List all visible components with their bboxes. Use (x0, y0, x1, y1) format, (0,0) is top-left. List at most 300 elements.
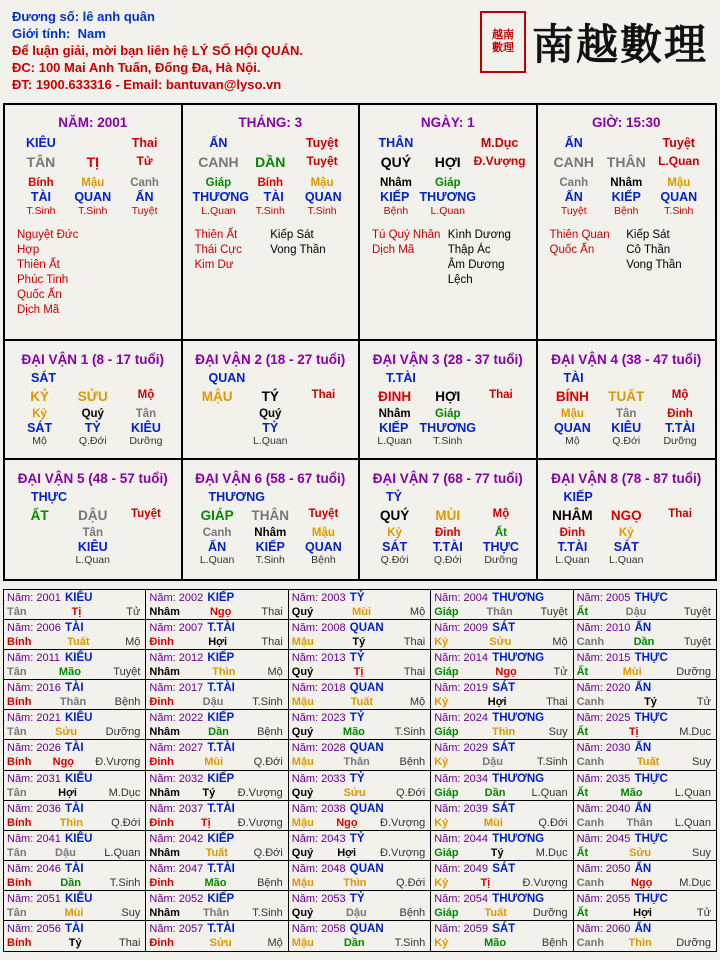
dai-van-main (360, 508, 536, 523)
year-branch: Dần (343, 936, 365, 949)
year-stage: L.Quan (674, 816, 711, 829)
year-stage: Dưỡng (105, 726, 141, 739)
year-branch: Tị (628, 726, 639, 739)
year-bottom (7, 605, 142, 619)
dai-van-stem-branch: TÝ (261, 389, 279, 404)
year-branch: Hợi (487, 696, 507, 709)
year-branch: Ngọ (495, 666, 517, 679)
year-branch: Mùi (64, 906, 84, 919)
pillar-stars (538, 228, 716, 273)
year-bottom (7, 635, 142, 649)
year-stem: Nhâm (149, 846, 180, 859)
hidden-stage: T.Sinh (78, 205, 108, 217)
year-label: Năm: 2046 (7, 862, 61, 875)
year-label: Năm: 2021 (7, 712, 61, 725)
year-top (577, 591, 713, 605)
hidden-stem (653, 527, 707, 541)
dai-van-stem-branch: NHÂM (552, 508, 593, 523)
hidden-star: QUAN (554, 420, 591, 435)
gender-line (12, 25, 303, 42)
year-top (149, 772, 284, 786)
year-stem: Quý (291, 726, 314, 739)
year-cell (4, 891, 146, 921)
year-cell (289, 650, 431, 680)
year-label: Năm: 2012 (149, 652, 204, 665)
hidden-stage: L.Quan (75, 554, 110, 566)
year-cell (289, 590, 431, 620)
hidden-stage: L.Quan (609, 554, 644, 566)
hidden-stem: Ất (494, 527, 507, 539)
year-star: KIÊU (65, 652, 93, 665)
year-cell (4, 650, 146, 680)
year-cell (289, 861, 431, 891)
hidden-stem: Mậu (560, 408, 584, 420)
pillar-top-star (244, 136, 296, 150)
year-bottom (149, 635, 284, 649)
dai-van-stage: Tuyệt (131, 508, 161, 520)
hidden-stage: L.Quan (199, 554, 235, 566)
owner-name: Đương số: lê anh quân (12, 9, 155, 24)
year-top (149, 651, 284, 665)
year-branch: Tị (200, 816, 211, 829)
year-stem: Quý (291, 606, 314, 618)
year-bottom (292, 635, 427, 649)
pillar-title: NGÀY: 1 (420, 115, 475, 130)
year-top (149, 681, 284, 695)
year-stem: Kỷ (434, 936, 449, 949)
pillar-title: THÁNG: 3 (238, 115, 303, 130)
year-star: T.TÀI (207, 922, 235, 935)
year-cell (146, 831, 288, 861)
pillar-top-star: ẤN (209, 136, 228, 150)
hidden-stage: Q.Đới (380, 554, 409, 566)
year-branch: Hợi (633, 906, 652, 919)
year-label: Năm: 2028 (291, 742, 346, 755)
year-branch: Tý (202, 786, 216, 799)
hidden-stage: T.Sinh (255, 205, 285, 217)
year-stem: Đinh (149, 816, 174, 829)
dai-van-grid (3, 339, 717, 581)
year-top (577, 621, 713, 635)
year-bottom (7, 906, 142, 920)
year-label: Năm: 2018 (291, 682, 346, 695)
year-stage: Thai (261, 606, 283, 618)
year-branch: Thìn (59, 816, 83, 829)
star-bad: Kiếp Sát (270, 229, 314, 241)
dai-van-hidden-stages (538, 554, 716, 568)
dai-van-hidden (360, 408, 536, 422)
star-bad: Âm Dương Lệch (447, 259, 505, 286)
pillar-stem-branch: THÂN (606, 154, 646, 170)
year-star: THƯƠNG (492, 652, 545, 665)
year-label: Năm: 2013 (291, 652, 346, 665)
year-top (434, 621, 569, 635)
year-stem: Canh (576, 816, 605, 829)
year-cell (431, 740, 573, 770)
year-star: THƯƠNG (492, 592, 545, 604)
year-branch: Hợi (208, 636, 228, 649)
dai-van-hidden-stages (5, 554, 181, 568)
year-stage: Q.Đới (253, 846, 283, 859)
star-bad: Vong Thần (626, 259, 682, 271)
year-bottom (434, 936, 569, 950)
hidden-star: THỰC (482, 539, 519, 554)
year-branch: Tý (352, 636, 366, 649)
year-stem: Ất (576, 846, 589, 859)
year-bottom (577, 936, 713, 950)
pillar-hidden-stars (5, 190, 181, 204)
dai-van-hidden-stars (183, 541, 359, 555)
year-label: Năm: 2042 (149, 832, 204, 845)
year-stage: Tuyệt (683, 606, 711, 618)
year-stem: Bính (7, 816, 32, 829)
star-good: Quốc Ấn (17, 289, 62, 301)
year-stage: L.Quan (531, 786, 568, 799)
year-branch: Ngọ (336, 816, 358, 829)
year-bottom (292, 725, 427, 739)
seal-stamp: 越南 數理 (480, 11, 526, 73)
year-stage: Dưỡng (532, 906, 568, 919)
year-cell (574, 620, 716, 650)
year-stage: T.Sinh (394, 936, 426, 949)
hidden-star: KIÊU (611, 420, 642, 435)
star-bad: Cô Thần (626, 244, 671, 256)
year-bottom (292, 876, 427, 890)
hidden-stem: Mậu (310, 177, 334, 189)
dai-van-stem-branch: HỢI (435, 389, 461, 404)
year-branch: Tý (490, 846, 504, 859)
hidden-stem: Giáp (434, 408, 461, 420)
year-label: Năm: 2031 (7, 772, 61, 785)
dai-van-hidden-stages (5, 435, 181, 449)
year-star: KIÊU (65, 832, 93, 845)
hidden-stem (474, 408, 527, 422)
year-branch: Thân (202, 906, 230, 919)
year-bottom (577, 695, 713, 709)
year-bottom (577, 725, 713, 739)
pillar-top-star: Thai (131, 136, 158, 150)
year-branch: Dần (60, 876, 82, 889)
year-top (149, 591, 284, 605)
year-label: Năm: 2038 (291, 802, 346, 815)
year-star: TÀI (65, 682, 84, 695)
year-top (577, 681, 713, 695)
year-stage: Bệnh (114, 696, 141, 709)
year-stem: Giáp (434, 606, 459, 618)
year-cell (431, 831, 573, 861)
year-cell (431, 801, 573, 831)
year-stage: T.Sinh (394, 726, 426, 739)
year-star: KIẾP (207, 892, 235, 905)
year-stage: Mộ (409, 606, 426, 618)
pillar-top-star: THÂN (378, 136, 414, 150)
hidden-star: QUAN (304, 190, 342, 204)
year-branch: Thân (343, 756, 370, 769)
year-stem: Canh (576, 876, 605, 889)
year-top (434, 772, 569, 786)
year-stage: Q.Đới (253, 756, 283, 769)
year-branch: Mùi (352, 606, 372, 618)
dai-van-cell (360, 341, 538, 460)
hidden-stage (474, 204, 526, 218)
year-star: TÀI (65, 742, 84, 755)
hidden-stem: Nhâm (379, 177, 412, 189)
pillar-top-star: ẤN (564, 136, 583, 150)
year-top (434, 681, 569, 695)
dai-van-star: TÀI (563, 371, 584, 385)
dai-van-cell (538, 460, 716, 579)
year-cell (289, 831, 431, 861)
year-branch: Tuất (350, 696, 374, 709)
dai-van-main (183, 508, 359, 523)
hidden-star (476, 190, 526, 204)
hidden-stage: Bệnh (311, 554, 336, 566)
year-top (577, 832, 713, 846)
dai-van-main (5, 508, 181, 523)
year-bottom (149, 906, 284, 920)
year-branch: Tý (644, 696, 657, 709)
year-star: QUAN (349, 862, 384, 875)
dai-van-stem-branch: ĐINH (378, 389, 412, 404)
year-bottom (7, 755, 142, 769)
year-bottom (7, 816, 142, 830)
dai-van-title: ĐẠI VẬN 4 (38 - 47 tuổi) (551, 352, 702, 367)
pillar-main-row (538, 154, 716, 170)
year-label: Năm: 2005 (576, 592, 631, 604)
year-bottom (149, 816, 284, 830)
year-branch: Thìn (628, 936, 652, 949)
year-label: Năm: 2034 (434, 772, 488, 785)
year-bottom (7, 786, 142, 800)
pillar-stars (183, 228, 359, 273)
hidden-star: TỶ (84, 420, 101, 435)
dai-van-stem-branch: KỶ (30, 389, 49, 404)
hidden-stem: Bính (28, 177, 54, 189)
year-cell (289, 801, 431, 831)
year-star: SÁT (492, 742, 516, 755)
hidden-star: SÁT (27, 420, 53, 435)
year-bottom (577, 846, 713, 860)
dai-van-hidden-stars (5, 541, 181, 555)
hidden-star: KIẾP (380, 190, 410, 204)
year-stem: Tân (7, 846, 27, 859)
hidden-stem: Canh (202, 527, 232, 539)
year-stem: Ất (576, 606, 589, 618)
year-label: Năm: 2002 (149, 592, 204, 604)
year-label: Năm: 2053 (291, 892, 346, 905)
year-cell (146, 771, 288, 801)
year-label: Năm: 2043 (291, 832, 346, 845)
year-star: T.TÀI (207, 802, 235, 815)
year-top (292, 892, 427, 906)
year-stem: Ất (576, 666, 589, 679)
star-good: Thiên Ất (17, 259, 60, 271)
year-stage: Q.Đới (395, 786, 426, 799)
year-bottom (292, 605, 427, 619)
year-star: KIẾP (207, 712, 235, 725)
dai-van-stem-branch: THÂN (251, 508, 289, 523)
year-cell (4, 801, 146, 831)
dai-van-title: ĐẠI VẬN 7 (68 - 77 tuổi) (372, 471, 523, 486)
year-star: ẤN (634, 742, 652, 755)
year-bottom (149, 876, 284, 890)
year-cell (431, 921, 573, 951)
year-top (7, 711, 142, 725)
year-bottom (149, 605, 284, 619)
pillar-hidden-stars (360, 190, 536, 204)
year-label: Năm: 2029 (434, 742, 488, 755)
year-bottom (292, 846, 427, 860)
year-stem: Mậu (291, 696, 314, 709)
year-stem: Mậu (291, 816, 314, 829)
year-star: TỶ (349, 832, 365, 845)
year-label: Năm: 2010 (576, 622, 631, 635)
year-stem: Quý (291, 906, 314, 919)
year-bottom (292, 906, 427, 920)
year-top (577, 862, 713, 876)
pillar-hidden-stages (5, 204, 181, 218)
year-branch: Dần (208, 726, 229, 739)
year-branch: Mão (484, 936, 507, 949)
year-stage: Tuyệt (683, 636, 711, 649)
year-branch: Hợi (58, 786, 77, 799)
year-stem: Ất (576, 906, 589, 919)
year-branch: Tị (71, 606, 82, 618)
year-stage: Đ.Vượng (95, 756, 141, 769)
year-branch: Mùi (483, 816, 503, 829)
year-cell (146, 891, 288, 921)
year-label: Năm: 2020 (576, 682, 631, 695)
year-star: TỶ (349, 652, 365, 665)
year-cell (146, 680, 288, 710)
year-stem: Canh (576, 756, 605, 769)
year-cell (431, 620, 573, 650)
dai-van-star: TỶ (386, 490, 402, 504)
hidden-stem: Canh (559, 177, 589, 189)
dai-van-stem-branch: SỬU (77, 389, 108, 404)
year-branch: Dậu (202, 696, 224, 709)
hidden-star: KIẾP (379, 420, 409, 435)
star-good: Quốc Ấn (549, 244, 595, 256)
contact-address: ĐC: 100 Mai Anh Tuấn, Đống Đa, Hà Nội. (12, 60, 261, 75)
year-star: SÁT (492, 682, 516, 695)
dai-van-hidden (183, 527, 359, 541)
year-cell (146, 801, 288, 831)
year-bottom (149, 936, 284, 950)
year-cell (4, 831, 146, 861)
year-branch: Thìn (343, 876, 367, 889)
hidden-star (13, 541, 66, 555)
year-stage: T.Sinh (252, 906, 283, 919)
pillar-top-star (67, 136, 119, 150)
pillar-top-star: M.Dục (480, 136, 519, 150)
year-star: T.TÀI (207, 862, 235, 875)
dai-van-stage: Tuyệt (308, 508, 339, 520)
year-top (292, 772, 427, 786)
year-star: KIÊU (65, 772, 93, 785)
year-label: Năm: 2050 (576, 862, 631, 875)
dai-van-title: ĐẠI VẬN 3 (28 - 37 tuổi) (372, 352, 523, 367)
year-bottom (292, 786, 427, 800)
year-star: T.TÀI (207, 742, 235, 755)
year-star: T.TÀI (207, 682, 235, 695)
dai-van-hidden-stars (538, 422, 716, 436)
hidden-star: QUAN (660, 190, 698, 204)
stars-left (17, 228, 93, 318)
dai-van-main (183, 389, 359, 404)
year-cell (431, 590, 573, 620)
hidden-stage: L.Quan (377, 435, 412, 447)
year-star: SÁT (492, 622, 516, 635)
hidden-stage (119, 554, 172, 568)
year-star: THƯƠNG (492, 892, 545, 905)
hidden-star: SÁT (613, 539, 639, 554)
hidden-stage: Dưỡng (663, 435, 697, 447)
stars-right (270, 228, 346, 273)
year-stem: Nhâm (149, 786, 180, 799)
year-stage: Mộ (125, 636, 141, 649)
year-stage: Đ.Vượng (237, 786, 283, 799)
dai-van-hidden-stages (360, 554, 536, 568)
year-cell (146, 710, 288, 740)
pillar-hidden-stems (183, 176, 359, 190)
dai-van-stem-branch: MÙI (435, 508, 461, 523)
dai-van-stem-branch: DẬU (78, 508, 108, 523)
year-stage: Tuyệt (113, 666, 141, 679)
year-top (7, 832, 142, 846)
year-top (434, 802, 569, 816)
year-stage: Q.Đới (395, 876, 426, 889)
dai-van-cell (5, 460, 183, 579)
gender-value: Nam (77, 26, 106, 41)
year-cell (574, 921, 716, 951)
year-star: TÀI (65, 922, 84, 935)
year-cell (574, 710, 716, 740)
year-stage: M.Dục (679, 726, 711, 739)
year-stem: Quý (291, 786, 314, 799)
year-star: THỰC (634, 652, 668, 665)
year-stage: Bệnh (399, 756, 426, 769)
pillar-main-row (183, 154, 359, 170)
year-cell (4, 620, 146, 650)
year-bottom (577, 906, 713, 920)
year-stage: Mộ (552, 636, 568, 649)
hidden-stage: L.Quan (430, 205, 465, 217)
year-cell (289, 771, 431, 801)
pillar-top-row (538, 136, 716, 150)
year-star: ẤN (634, 862, 652, 875)
pillar-stem-branch: DẦN (255, 154, 286, 170)
year-top (434, 651, 569, 665)
star-good: Dịch Mã (372, 244, 415, 256)
hidden-star: ẤN (208, 539, 227, 554)
year-bottom (149, 695, 284, 709)
star-good: Phúc Tinh (17, 274, 69, 286)
year-label: Năm: 2055 (576, 892, 631, 905)
year-stem: Bính (7, 636, 32, 649)
dai-van-hidden-stages (183, 435, 359, 449)
year-cell (574, 861, 716, 891)
year-top (434, 711, 569, 725)
year-cell (574, 891, 716, 921)
year-stage: Dưỡng (676, 666, 711, 679)
pillar-hidden-stems (5, 176, 181, 190)
hidden-stage: Q.Đới (433, 554, 462, 566)
dai-van-stem-branch: GIÁP (200, 508, 234, 523)
year-top (7, 892, 142, 906)
year-cell (4, 771, 146, 801)
year-stem: Đinh (149, 696, 174, 709)
